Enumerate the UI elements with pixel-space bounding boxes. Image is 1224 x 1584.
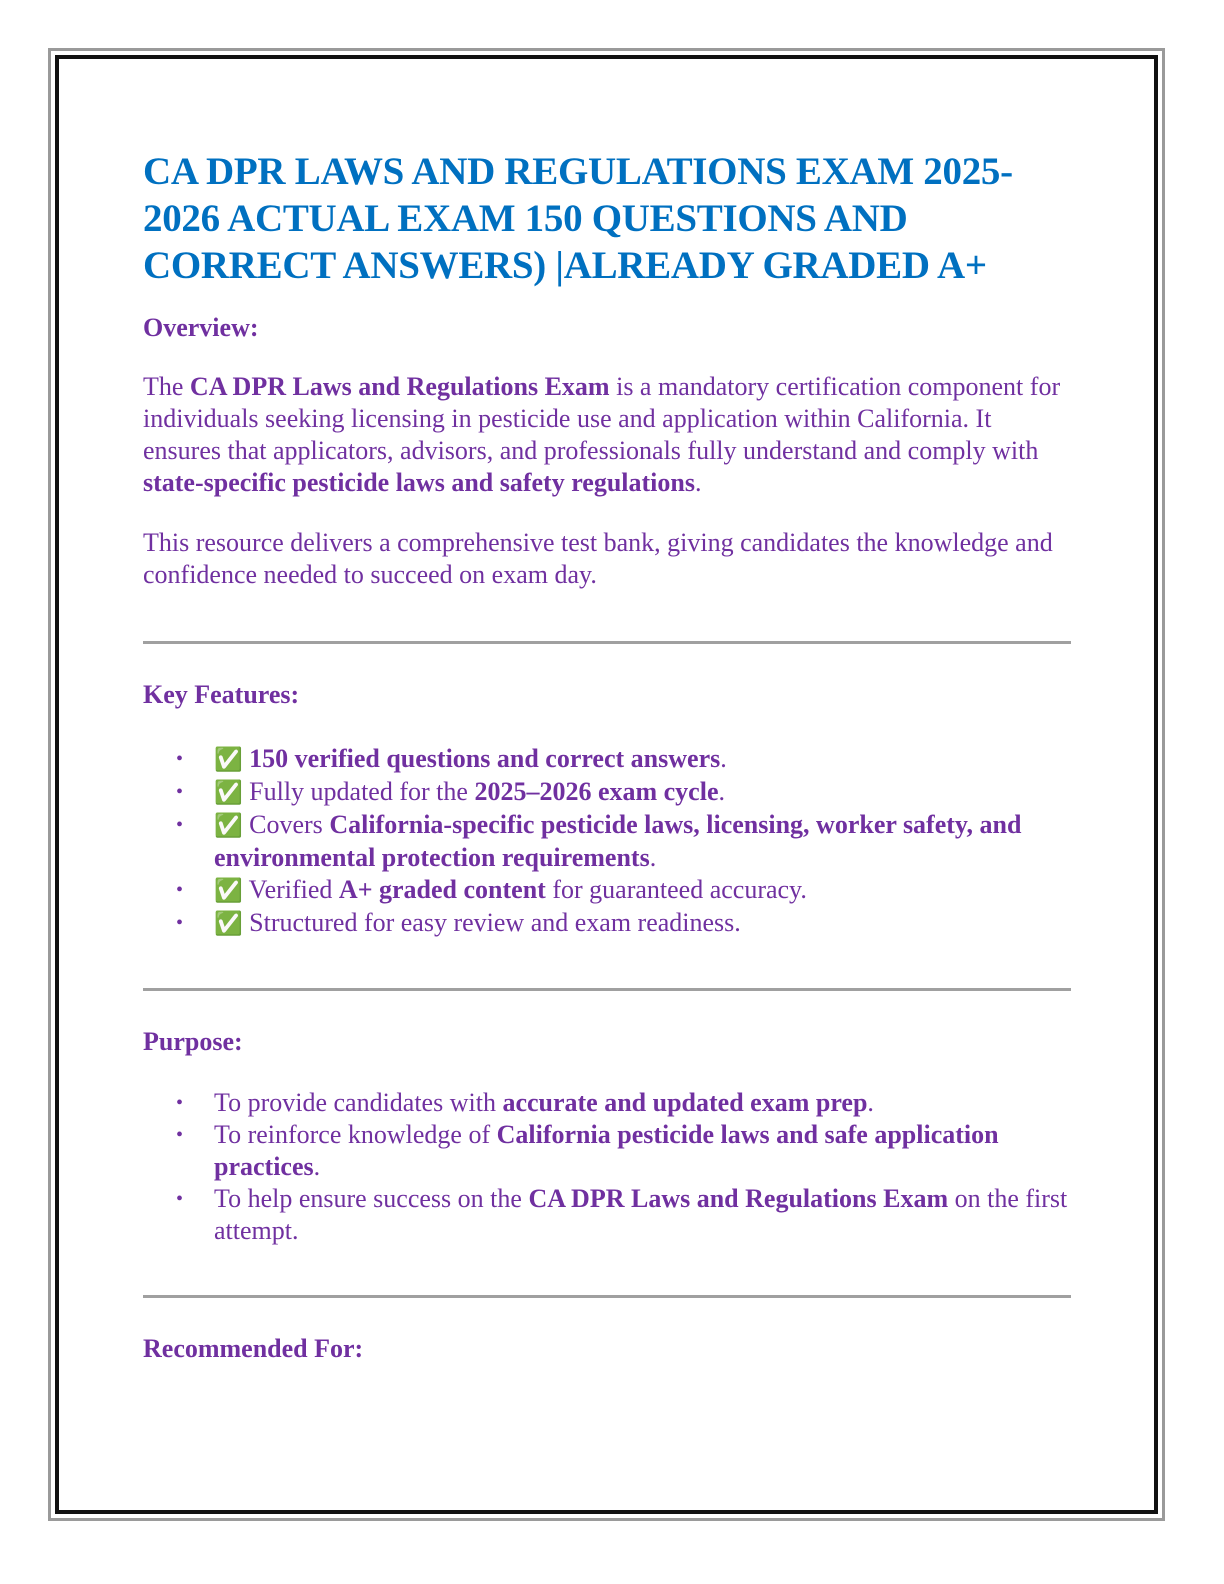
overview-paragraph-1 <box>143 371 1073 499</box>
title-line-2: 2026 ACTUAL EXAM 150 QUESTIONS AND <box>143 197 908 240</box>
list-item <box>143 1087 1073 1119</box>
bullet-icon: • <box>176 814 184 836</box>
features-heading: Key Features: <box>143 680 300 709</box>
bullet-icon: • <box>176 879 184 901</box>
bullet-icon: • <box>176 912 184 934</box>
title-line-3: CORRECT ANSWERS) |ALREADY GRADED A+ <box>143 244 987 287</box>
overview-p1-text-2: is a mandatory certification component for individuals seeking licensing in pesticide use and application within California. It ensures that applicators, advisors, and professionals fully understand and comply with <box>143 372 1061 465</box>
item-trailing-text: . <box>720 744 727 773</box>
item-text: To help ensure success on the <box>214 1184 529 1213</box>
item-text: Covers <box>249 810 330 839</box>
item-trailing-text: on the first attempt. <box>214 1184 1068 1245</box>
item-bold-text: A+ graded content <box>338 875 546 904</box>
item-text: To reinforce knowledge of <box>214 1120 497 1149</box>
item-trailing-text: . <box>867 1088 874 1117</box>
recommended-heading: Recommended For: <box>143 1334 364 1363</box>
overview-p1-text-3: . <box>694 468 702 497</box>
item-trailing-text: . <box>649 843 657 872</box>
title-line-1: CA DPR LAWS AND REGULATIONS EXAM 2025- <box>143 150 1013 193</box>
check-mark-icon: ✅ <box>214 911 243 937</box>
check-mark-icon: ✅ <box>214 747 243 773</box>
list-item <box>143 809 1073 874</box>
item-trailing-text: for guaranteed accuracy. <box>545 875 807 904</box>
list-item <box>143 907 1073 940</box>
item-trailing-text: . <box>313 1152 321 1181</box>
item-bold-text: 2025–2026 exam cycle <box>474 777 719 806</box>
item-bold-text: 150 verified questions and correct answers <box>249 744 721 773</box>
item-trailing-text: . <box>718 777 725 806</box>
list-item <box>143 874 1073 907</box>
overview-p1-bold-1: CA DPR Laws and Regulations Exam <box>189 372 610 401</box>
bullet-icon: • <box>176 1092 184 1114</box>
overview-paragraph-2: This resource delivers a comprehensive test bank, giving candidates the knowledge and confidence needed to succeed on exam day. <box>143 528 1053 589</box>
purpose-list <box>143 1087 1073 1247</box>
overview-heading: Overview: <box>143 313 259 342</box>
item-text: Structured for easy review and exam readiness. <box>249 908 741 937</box>
document-title <box>143 148 1073 289</box>
overview-p1-bold-2: state-specific pesticide laws and safety regulations <box>143 468 695 497</box>
list-item <box>143 776 1073 809</box>
bullet-icon: • <box>176 781 184 803</box>
bullet-icon: • <box>176 748 184 770</box>
item-bold-text: California-specific pesticide laws, licensing, worker safety, and environmental protection requirements <box>214 810 1022 872</box>
check-mark-icon: ✅ <box>214 780 243 806</box>
item-text: To provide candidates with <box>214 1088 503 1117</box>
list-item <box>143 743 1073 776</box>
check-mark-icon: ✅ <box>214 813 243 839</box>
document-body <box>143 148 1073 1364</box>
item-bold-text: CA DPR Laws and Regulations Exam <box>528 1184 949 1213</box>
item-text: Fully updated for the <box>249 777 475 806</box>
list-item <box>143 1183 1073 1247</box>
bullet-icon: • <box>176 1124 184 1146</box>
overview-p1-text-1: The <box>143 372 190 401</box>
item-bold-text: California pesticide laws and safe application practices <box>214 1120 999 1181</box>
purpose-heading: Purpose: <box>143 1027 243 1056</box>
check-mark-icon: ✅ <box>214 878 243 904</box>
list-item <box>143 1119 1073 1183</box>
features-list <box>143 743 1073 940</box>
item-text: Verified <box>248 875 339 904</box>
bullet-icon: • <box>176 1188 184 1210</box>
item-bold-text: accurate and updated exam prep <box>502 1088 868 1117</box>
